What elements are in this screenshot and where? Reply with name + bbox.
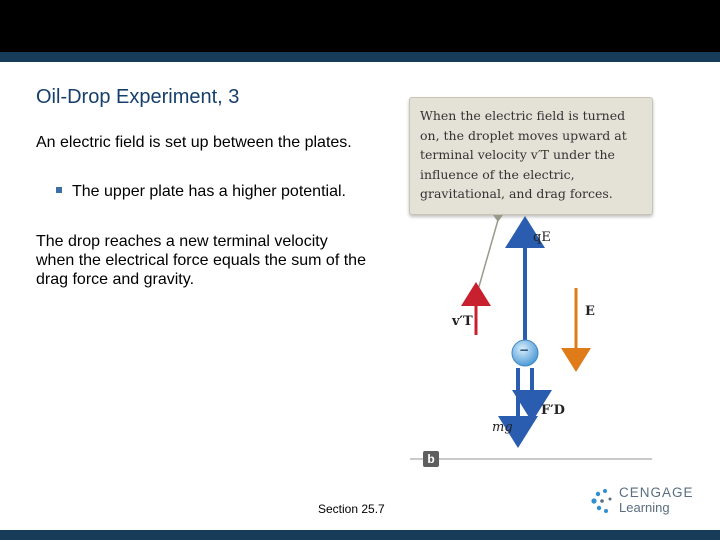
section-footer: Section 25.7	[318, 502, 385, 516]
field-label: E	[585, 304, 595, 319]
slide-title: Oil-Drop Experiment, 3	[36, 86, 240, 108]
paragraph-electric-field: An electric field is set up between the plates.	[36, 134, 352, 151]
cengage-sub-text: Learning	[619, 500, 670, 515]
drag-force-label: F′D	[541, 403, 565, 418]
velocity-label: v′T	[452, 314, 473, 329]
bullet-text: The upper plate has a higher potential.	[72, 183, 346, 200]
cengage-logo	[588, 485, 698, 517]
cengage-dots-icon	[588, 487, 616, 515]
gravity-label: mg	[492, 420, 513, 435]
force-diagram	[400, 210, 670, 480]
header-stripe	[0, 52, 720, 62]
bullet-square-icon	[56, 187, 62, 193]
paragraph-terminal-velocity: The drop reaches a new terminal velocity when the electrical force equals the sum of the drag force and gravity.	[36, 233, 366, 288]
footer-stripe	[0, 530, 720, 540]
figure-part-badge: b	[423, 451, 439, 467]
bullet-upper-plate	[56, 182, 346, 201]
figure-caption-callout: When the electric field is turned on, the droplet moves upward at terminal velocity v′T under the influence of the electric, gravitational, and drag forces.	[409, 97, 653, 215]
charge-sign: −	[519, 343, 530, 357]
top-header-bar	[0, 0, 720, 52]
callout-leader-line	[478, 220, 498, 290]
cengage-brand-text: CENGAGE	[619, 485, 694, 500]
electric-force-label: qE	[533, 230, 551, 245]
